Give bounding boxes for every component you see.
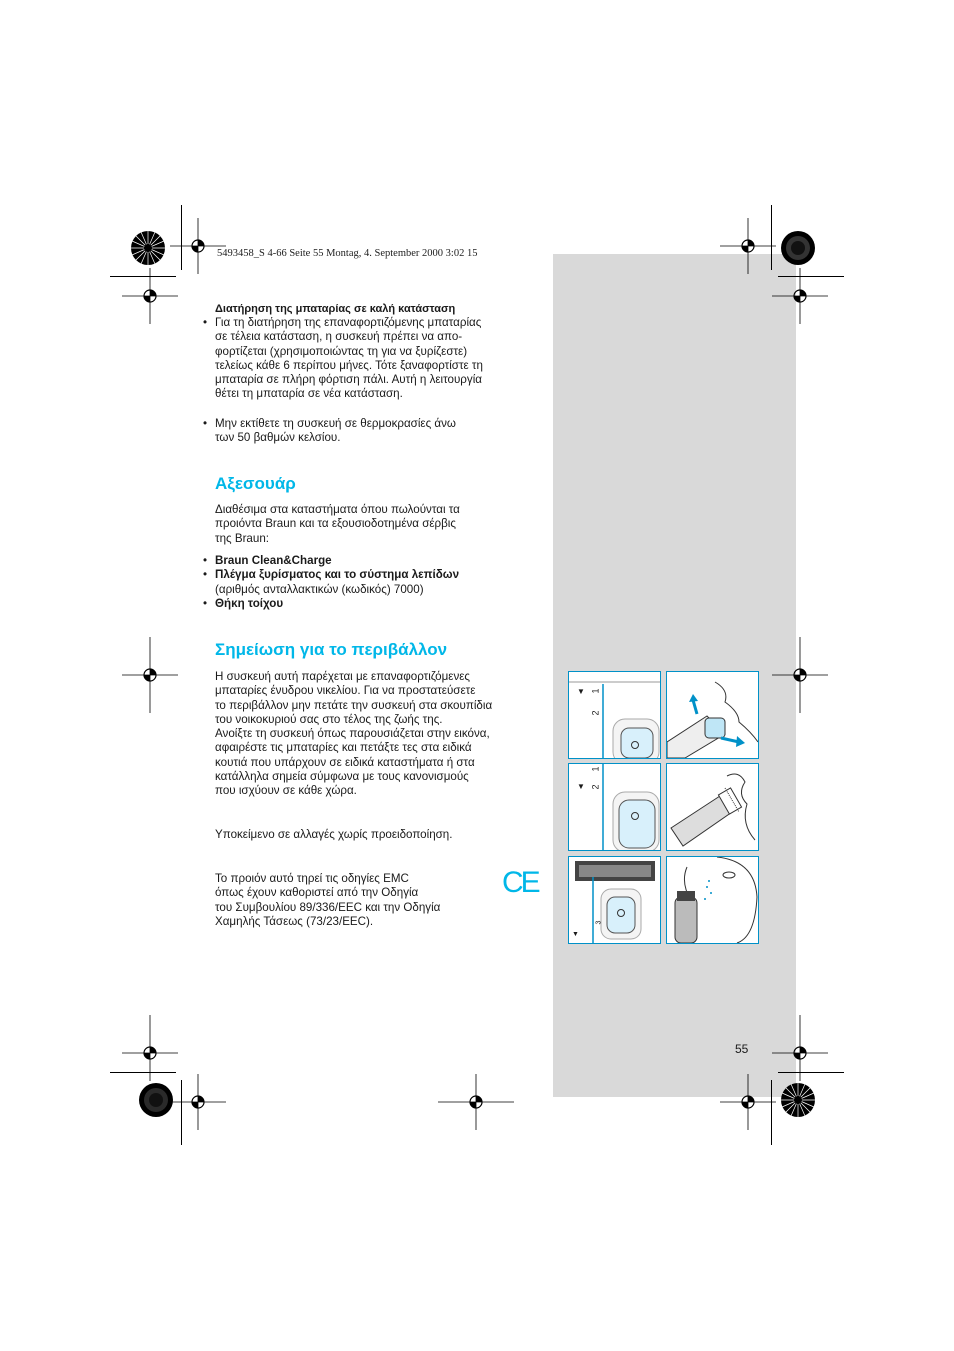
list-item <box>203 554 545 568</box>
text-line: Η συσκευή αυτή παρέχεται με επαναφορτιζόμενες <box>215 670 470 683</box>
arrow-icon: ▼ <box>577 782 585 791</box>
list-item <box>203 596 545 611</box>
crop-line <box>110 276 176 277</box>
crop-line <box>181 205 182 270</box>
list-item <box>203 568 545 582</box>
accessory-name: Braun Clean&Charge <box>215 554 332 567</box>
bullet-dot: • <box>203 417 208 430</box>
switch-label: 1 <box>590 688 601 694</box>
starburst-dial-icon <box>130 230 166 266</box>
accessory-name: Πλέγμα ξυρίσματος και το σύστημα λεπίδων <box>215 568 460 582</box>
arrow-icon: ▼ <box>572 931 579 938</box>
text-line: τελείως κάθε 6 περίπου μήνες. Τότε ξαναφορτίστε τη <box>215 358 483 372</box>
text-line: κουτιά που υπάρχουν σε ειδικά καταστήματα ή στα <box>215 755 475 769</box>
registration-mark-icon <box>138 1041 162 1065</box>
registration-mark-icon <box>138 284 162 308</box>
text-line: αφαιρέστε τις μπαταρίες και πετάξτε τες στα ειδικά <box>215 741 472 755</box>
battery-section-title: Διατήρηση της μπαταρίας σε καλή κατάσταση <box>215 303 456 315</box>
bullet-dot: • <box>203 596 208 610</box>
text-line: κατάλληλα σημεία σύμφωνα με τους κανονισμούς <box>215 770 469 784</box>
shaver-switch-drawing <box>569 764 660 850</box>
face-trimmer-drawing <box>667 857 758 943</box>
illustration-long-hair-trimmer <box>666 856 759 944</box>
text-line: του Συμβουλίου 89/336/EEC και την Οδηγία <box>215 900 441 914</box>
text-line: των 50 βαθμών κελσίου. <box>215 431 341 445</box>
registration-mark-icon <box>736 1090 760 1114</box>
illustration-trimming <box>666 763 759 851</box>
starburst-dial-icon <box>138 1082 174 1118</box>
crop-line <box>778 1072 844 1073</box>
crop-line <box>771 1080 772 1145</box>
registration-mark-icon <box>186 234 210 258</box>
shaver-trimming-drawing <box>667 764 758 850</box>
crop-line <box>771 205 772 270</box>
text-line: Χαμηλής Τάσεως (73/23/EEC). <box>215 914 374 928</box>
text-line: Διαθέσιμα στα καταστήματα όπου πωλούνται τα <box>215 503 460 516</box>
text-line: που ισχύουν σε κάθε χώρα. <box>215 784 357 798</box>
illustration-open-housing <box>666 671 759 759</box>
crop-line <box>778 276 844 277</box>
text-line: Ανοίξτε τη συσκευή όπως παρουσιάζεται στην εικόνα, <box>215 727 490 741</box>
illustration-switch-1 <box>568 671 661 759</box>
battery-bullet-2 <box>203 417 545 446</box>
illustration-switch-2 <box>568 763 661 851</box>
environment-paragraph <box>215 670 545 799</box>
registration-mark-icon <box>788 284 812 308</box>
registration-mark-icon <box>464 1090 488 1114</box>
shaver-head-drawing <box>569 857 660 943</box>
battery-bullet-1 <box>203 316 545 402</box>
print-slug-line: 5493458_S 4-66 Seite 55 Montag, 4. September 2000 3:02 15 <box>217 248 478 259</box>
ce-mark-icon: CE <box>502 866 538 899</box>
text-line: της Braun: <box>215 531 269 545</box>
accessories-heading: Αξεσουάρ <box>215 474 296 493</box>
registration-mark-icon <box>788 663 812 687</box>
accessories-list <box>203 554 545 611</box>
crop-line <box>110 1072 176 1073</box>
text-line: του νοικοκυριού σας στο τέλος της ζωής της. <box>215 712 443 726</box>
environment-heading: Σημείωση για το περιβάλλον <box>215 640 448 659</box>
text-line: Για τη διατήρηση της επαναφορτιζόμενης μπαταρίας <box>215 316 482 329</box>
text-line: το περιβάλλον μην πετάτε την συσκευή στα σκουπίδια <box>215 698 493 712</box>
accessory-name: Θήκη τοίχου <box>215 596 284 610</box>
switch-label: 1 <box>590 766 601 772</box>
emc-paragraph <box>215 872 505 929</box>
bullet-dot: • <box>203 568 208 582</box>
page-number: 55 <box>735 1042 749 1056</box>
crop-line <box>181 1080 182 1145</box>
text-line: θέτει τη μπαταρία σε νέα κατάσταση. <box>215 387 403 401</box>
text-line: όπως έχουν καθοριστεί από την Οδηγία <box>215 886 419 900</box>
text-line: προιόντα Braun και τα εξουσιοδοτημένα σέρβις <box>215 517 456 531</box>
bullet-dot: • <box>203 554 208 567</box>
text-line: Το προιόν αυτό τηρεί τις οδηγίες EMC <box>215 872 409 885</box>
shaver-open-drawing <box>667 672 758 758</box>
text-line: μπαταρία σε πλήρη φόρτιση πάλι. Αυτή η λειτουργία <box>215 373 482 387</box>
registration-mark-icon <box>736 234 760 258</box>
switch-label: 2 <box>590 710 601 716</box>
shaver-switch-drawing <box>569 672 660 758</box>
switch-label: 3 <box>595 920 603 925</box>
starburst-dial-icon <box>780 1082 816 1118</box>
switch-label: 2 <box>590 784 601 790</box>
arrow-icon: ▼ <box>577 687 585 696</box>
text-line: μπαταρίες ένυδρου νικελίου. Για να προστατεύσετε <box>215 684 476 698</box>
registration-mark-icon <box>138 663 162 687</box>
text-line: Μην εκτίθετε τη συσκευή σε θερμοκρασίες άνω <box>215 417 456 430</box>
text-line: φορτίζεται (χρησιμοποιώντας τη για να ξυρίζεστε) <box>215 344 468 358</box>
accessories-intro <box>215 503 545 546</box>
bullet-dot: • <box>203 316 208 329</box>
change-notice: Υποκείμενο σε αλλαγές χωρίς προειδοποίηση. <box>215 828 453 841</box>
text-line: σε τέλεια κατάσταση, η συσκευή πρέπει να απο- <box>215 330 463 344</box>
starburst-dial-icon <box>780 230 816 266</box>
accessory-note: (αριθμός ανταλλακτικών (κωδικός) 7000) <box>215 582 424 596</box>
registration-mark-icon <box>788 1041 812 1065</box>
registration-mark-icon <box>186 1090 210 1114</box>
illustration-shaver-head <box>568 856 661 944</box>
